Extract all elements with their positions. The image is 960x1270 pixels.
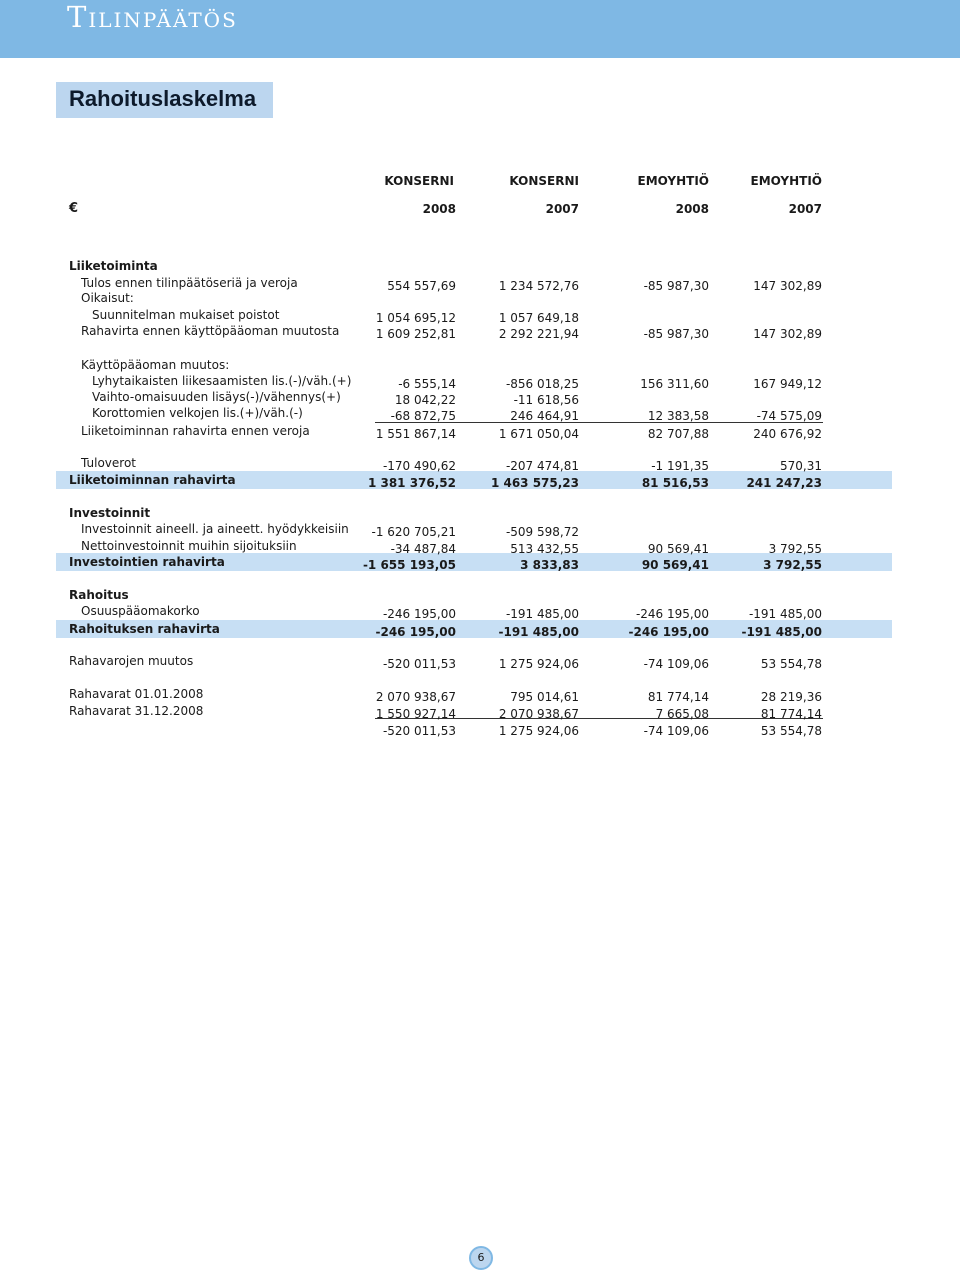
row-value: -68 872,75 <box>390 409 456 423</box>
row-label: Liiketoiminnan rahavirta ennen veroja <box>81 424 310 438</box>
row-value: 1 275 924,06 <box>498 724 579 738</box>
row-value: 1 275 924,06 <box>498 657 579 671</box>
row-value: 1 381 376,52 <box>367 476 456 490</box>
row-value: -85 987,30 <box>643 327 709 341</box>
row-value: 3 792,55 <box>768 542 822 556</box>
row-value: 90 569,41 <box>647 542 709 556</box>
row-value: 2 292 221,94 <box>498 327 579 341</box>
row-value: 241 247,23 <box>746 476 822 490</box>
row-label: Tuloverot <box>81 456 136 470</box>
row-value: 1 234 572,76 <box>498 279 579 293</box>
row-value: -1 620 705,21 <box>371 525 456 539</box>
row-label: Käyttöpääoman muutos: <box>81 358 230 372</box>
row-value: 81 774,14 <box>760 707 822 721</box>
row-value: -509 598,72 <box>505 525 579 539</box>
row-label: Rahavirta ennen käyttöpääoman muutosta <box>81 324 340 338</box>
row-value: 240 676,92 <box>753 427 822 441</box>
row-value: 1 463 575,23 <box>490 476 579 490</box>
row-value: 18 042,22 <box>394 393 456 407</box>
row-value: -6 555,14 <box>398 377 456 391</box>
row-value: 246 464,91 <box>510 409 579 423</box>
row-value: 12 383,58 <box>647 409 709 423</box>
row-value: -74 109,06 <box>643 657 709 671</box>
row-value: 156 311,60 <box>640 377 709 391</box>
row-value: -1 655 193,05 <box>362 558 456 572</box>
row-value: 1 054 695,12 <box>375 311 456 325</box>
row-label: Suunnitelman mukaiset poistot <box>92 308 280 322</box>
row-value: -191 485,00 <box>498 625 579 639</box>
row-label: Korottomien velkojen lis.(+)/väh.(-) <box>92 406 303 420</box>
column-header-year: 2007 <box>788 202 822 216</box>
row-value: 1 671 050,04 <box>498 427 579 441</box>
row-value: 1 551 867,14 <box>375 427 456 441</box>
row-label: Vaihto-omaisuuden lisäys(-)/vähennys(+) <box>92 390 341 404</box>
row-value: -170 490,62 <box>382 459 456 473</box>
row-value: 147 302,89 <box>753 279 822 293</box>
column-header-entity: EMOYHTIÖ <box>637 174 709 188</box>
row-value: -856 018,25 <box>505 377 579 391</box>
column-header-entity: EMOYHTIÖ <box>750 174 822 188</box>
row-value: -246 195,00 <box>635 607 709 621</box>
column-header-entity: KONSERNI <box>384 174 454 188</box>
row-value: -246 195,00 <box>382 607 456 621</box>
row-label: Nettoinvestoinnit muihin sijoituksiin <box>81 539 297 553</box>
column-header-year: 2008 <box>422 202 456 216</box>
row-value: 570,31 <box>780 459 822 473</box>
row-value: -520 011,53 <box>382 657 456 671</box>
row-label: Tulos ennen tilinpäätöseriä ja veroja <box>81 276 298 290</box>
row-value: 167 949,12 <box>753 377 822 391</box>
row-value: 147 302,89 <box>753 327 822 341</box>
row-label: Liiketoiminnan rahavirta <box>69 473 236 487</box>
row-value: 1 550 927,14 <box>375 707 456 721</box>
row-value: 81 516,53 <box>641 476 709 490</box>
row-value: 90 569,41 <box>641 558 709 572</box>
row-label: Investoinnit <box>69 506 151 520</box>
row-value: 7 665,08 <box>655 707 709 721</box>
row-value: 3 833,83 <box>520 558 579 572</box>
row-value: 28 219,36 <box>760 690 822 704</box>
page-number: 6 <box>469 1246 493 1270</box>
banner-title: Tilinpäätös <box>67 0 238 34</box>
row-value: -246 195,00 <box>375 625 456 639</box>
row-value: -1 191,35 <box>651 459 709 473</box>
row-value: -74 109,06 <box>643 724 709 738</box>
row-value: -85 987,30 <box>643 279 709 293</box>
row-value: 82 707,88 <box>647 427 709 441</box>
row-label: Rahoituksen rahavirta <box>69 622 220 636</box>
row-value: -191 485,00 <box>505 607 579 621</box>
row-label: Rahavarat 31.12.2008 <box>69 704 204 718</box>
section-title: Rahoituslaskelma <box>69 86 257 111</box>
column-header-year: 2007 <box>545 202 579 216</box>
row-value: 1 057 649,18 <box>498 311 579 325</box>
row-label: Rahavarojen muutos <box>69 654 194 668</box>
column-header-year: 2008 <box>675 202 709 216</box>
row-label: Oikaisut: <box>81 291 134 305</box>
row-value: 795 014,61 <box>510 690 579 704</box>
row-value: 53 554,78 <box>760 724 822 738</box>
row-label: Investointien rahavirta <box>69 555 225 569</box>
row-value: 554 557,69 <box>387 279 456 293</box>
row-label: Rahoitus <box>69 588 129 602</box>
row-value: -191 485,00 <box>741 625 822 639</box>
row-value: 3 792,55 <box>763 558 822 572</box>
row-value: -34 487,84 <box>390 542 456 556</box>
row-value: 2 070 938,67 <box>498 707 579 721</box>
row-value: -74 575,09 <box>756 409 822 423</box>
row-value: -246 195,00 <box>628 625 709 639</box>
row-value: 513 432,55 <box>510 542 579 556</box>
row-value: 53 554,78 <box>760 657 822 671</box>
row-value: -191 485,00 <box>748 607 822 621</box>
column-header-entity: KONSERNI <box>509 174 579 188</box>
row-label: Lyhytaikaisten liikesaamisten lis.(-)/väh.(+) <box>92 374 352 388</box>
row-value: 1 609 252,81 <box>375 327 456 341</box>
row-value: 2 070 938,67 <box>375 690 456 704</box>
row-label: Osuuspääomakorko <box>81 604 200 618</box>
row-value: 81 774,14 <box>647 690 709 704</box>
row-value: -520 011,53 <box>382 724 456 738</box>
row-value: -11 618,56 <box>513 393 579 407</box>
row-label: Rahavarat 01.01.2008 <box>69 687 204 701</box>
row-label: Liiketoiminta <box>69 259 158 273</box>
row-value: -207 474,81 <box>505 459 579 473</box>
currency-symbol: € <box>69 201 79 216</box>
row-label: Investoinnit aineell. ja aineett. hyödykkeisiin <box>81 522 349 536</box>
